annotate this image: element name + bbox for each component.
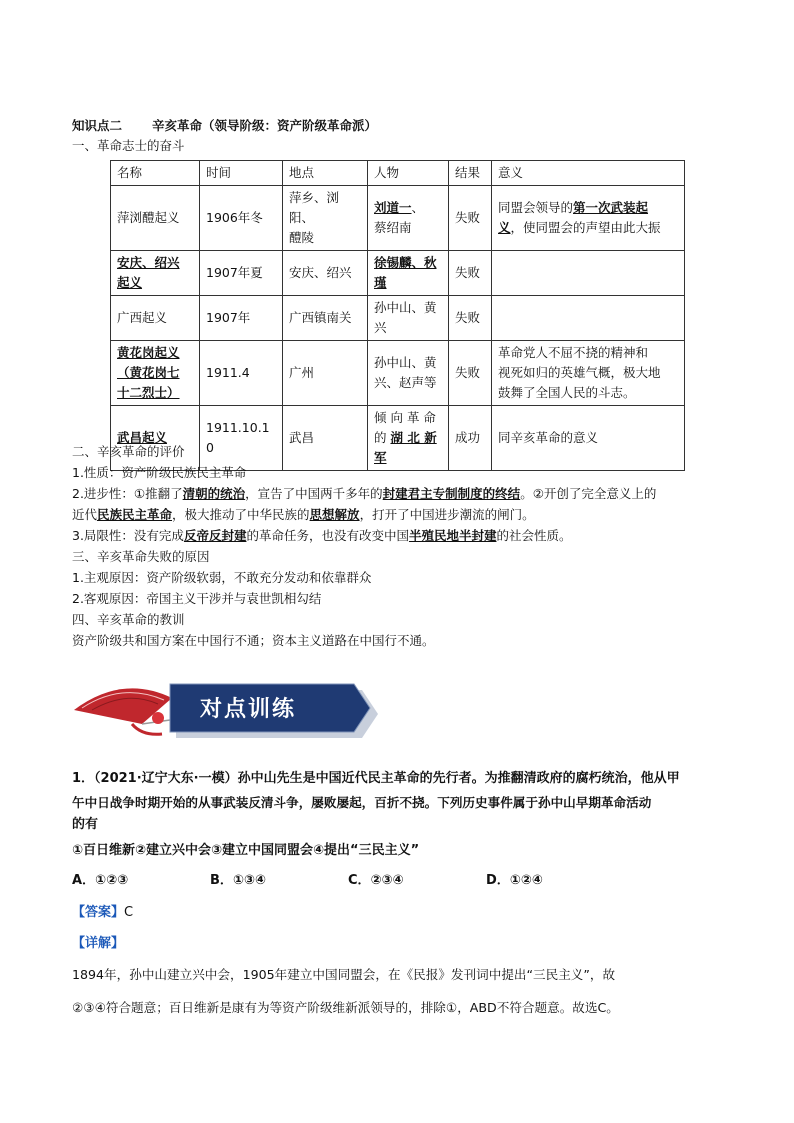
fan-icon: [74, 688, 172, 734]
limitation-text: 3.局限性：没有完成反帝反封建的革命任务，也没有改变中国半殖民地半封建的社会性质。: [72, 528, 572, 543]
section-2-title: 二、辛亥革命的评价: [72, 444, 185, 459]
revolution-table: [110, 160, 685, 471]
detail-tag: 【详解】: [72, 936, 125, 951]
question-line-1: 1．（2021·辽宁大东·一模）孙中山先生是中国近代民主革命的先行者。为推翻清政府的腐朽统治，他从甲: [72, 771, 680, 786]
lesson-text: 资产阶级共和国方案在中国行不通；资本主义道路在中国行不通。: [72, 633, 435, 648]
cell-time: 1907年: [200, 296, 283, 341]
knowledge-point-heading: 知识点二 辛亥革命（领导阶级：资产阶级革命派）: [72, 118, 378, 133]
table-row: [111, 341, 685, 406]
cell-significance: 同盟会领导的第一次武装起 义，使同盟会的声望由此大振: [492, 186, 685, 251]
cell-people: 孙中山、黄 兴: [368, 296, 449, 341]
cell-time: 1911.10.1 0: [200, 406, 283, 471]
cell-name: 广西起义: [111, 296, 200, 341]
table-header-row: [111, 161, 685, 186]
practice-banner: [72, 680, 382, 740]
th-name: 名称: [111, 161, 200, 186]
cell-name: 安庆、绍兴 起义: [111, 251, 200, 296]
kp-title: 辛亥革命（领导阶级：资产阶级革命派）: [152, 118, 378, 133]
option-a: A．①②③: [72, 873, 129, 888]
table-row: [111, 296, 685, 341]
cell-place: 广州: [283, 341, 368, 406]
question-line-2: 午中日战争时期开始的从事武装反清斗争，屡败屡起，百折不挠。下列历史事件属于孙中山早期革命活动: [72, 795, 652, 810]
cell-name: 黄花岗起义 （黄花岗七 十二烈士）: [111, 341, 200, 406]
cell-result: 失败: [449, 186, 492, 251]
cell-result: 失败: [449, 251, 492, 296]
cell-people: 孙中山、黄 兴、赵声等: [368, 341, 449, 406]
th-time: 时间: [200, 161, 283, 186]
table-row: [111, 186, 685, 251]
th-place: 地点: [283, 161, 368, 186]
cell-significance: 同辛亥革命的意义: [492, 406, 685, 471]
table-row: [111, 251, 685, 296]
question-stem: ①百日维新②建立兴中会③建立中国同盟会④提出“三民主义”: [72, 843, 420, 858]
answer-line: [72, 902, 133, 924]
cell-name: 武昌起义: [111, 406, 200, 471]
cell-people: 倾 向 革 命 的 湖 北 新 军: [368, 406, 449, 471]
th-people: 人物: [368, 161, 449, 186]
cell-place: 萍乡、浏阳、 醴陵: [283, 186, 368, 251]
cell-place: 安庆、绍兴: [283, 251, 368, 296]
option-c: C．②③④: [348, 873, 404, 888]
cell-people: 徐锡麟、秋 瑾: [368, 251, 449, 296]
cell-significance: [492, 251, 685, 296]
cell-people: 刘道一、 蔡绍南: [368, 186, 449, 251]
question-line-3: 的有: [72, 817, 99, 832]
section-1-title: 一、革命志士的奋斗: [72, 138, 185, 153]
detail-line-1: 1894年，孙中山建立兴中会，1905年建立中国同盟会，在《民报》发刊词中提出“三民主义”，故: [72, 967, 616, 982]
cell-time: 1911.4: [200, 341, 283, 406]
answer-tag: 【答案】: [72, 905, 125, 920]
cell-significance: 革命党人不屈不挠的精神和 视死如归的英雄气概，极大地 鼓舞了全国人民的斗志。: [492, 341, 685, 406]
th-result: 结果: [449, 161, 492, 186]
answer-value: C: [124, 905, 134, 920]
subjective-cause: 1.主观原因：资产阶级软弱，不敢充分发动和依靠群众: [72, 570, 372, 585]
cell-significance: [492, 296, 685, 341]
cell-place: 武昌: [283, 406, 368, 471]
objective-cause: 2.客观原因：帝国主义干涉并与袁世凯相勾结: [72, 591, 322, 606]
th-significance: 意义: [492, 161, 685, 186]
nature-text: 1.性质：资产阶级民族民主革命: [72, 465, 247, 480]
cell-result: 失败: [449, 296, 492, 341]
option-d: D．①②④: [486, 873, 543, 888]
option-b: B．①③④: [210, 873, 266, 888]
section-3-title: 三、辛亥革命失败的原因: [72, 549, 210, 564]
detail-line-2: ②③④符合题意；百日维新是康有为等资产阶级维新派领导的，排除①，ABD不符合题意。故选C。: [72, 1000, 619, 1015]
progress-text-2: 近代民族民主革命，极大推动了中华民族的思想解放，打开了中国进步潮流的闸门。: [72, 507, 535, 522]
section-4-title: 四、辛亥革命的教训: [72, 612, 185, 627]
cell-name: 萍浏醴起义: [111, 186, 200, 251]
table-row: [111, 406, 685, 471]
cell-place: 广西镇南关: [283, 296, 368, 341]
banner-title: 对点训练: [200, 697, 297, 722]
progress-text-1: 2.进步性：①推翻了清朝的统治，宣告了中国两千多年的封建君主专制制度的终结。②开创了完全意义上的: [72, 486, 657, 501]
cell-time: 1906年冬: [200, 186, 283, 251]
cell-result: 成功: [449, 406, 492, 471]
cell-result: 失败: [449, 341, 492, 406]
cell-time: 1907年夏: [200, 251, 283, 296]
